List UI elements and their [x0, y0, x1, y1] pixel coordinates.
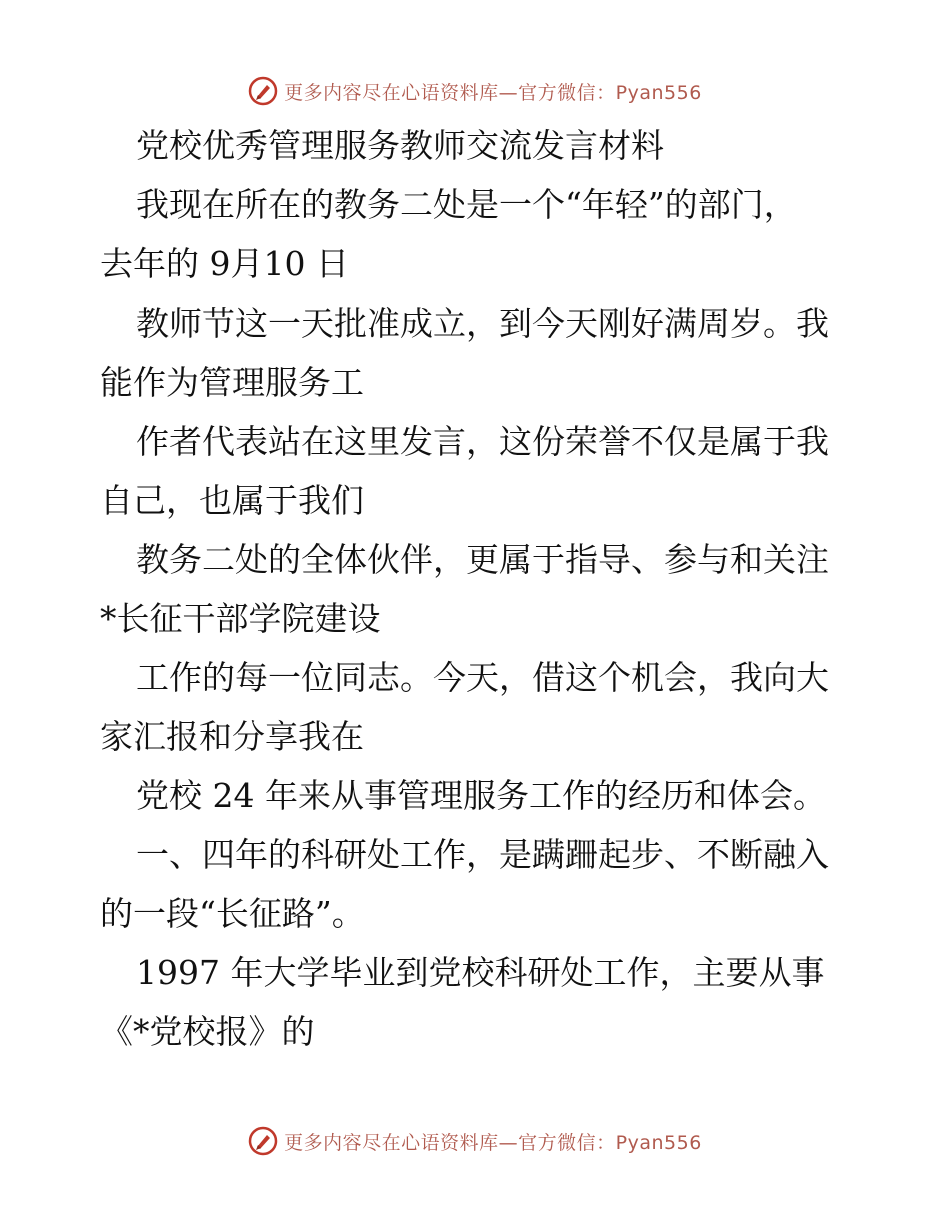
text-line: 作者代表站在这里发言，这份荣誉不仅是属于我: [136, 422, 829, 461]
text-line: 《*党校报》的: [100, 1012, 315, 1051]
text-line: 我现在所在的教务二处是一个“年轻”的部门，: [136, 185, 797, 224]
watermark-header: [0, 71, 950, 111]
section-heading: 一、四年的科研处工作，是蹒跚起步、不断融入: [136, 835, 829, 874]
text-line: 教务二处的全体伙伴，更属于指导、参与和关注: [136, 540, 829, 579]
text-line: 能作为管理服务工: [100, 363, 364, 402]
document-title: 党校优秀管理服务教师交流发言材料: [136, 126, 664, 165]
text-line: 教师节这一天批准成立，到今天刚好满周岁。我: [136, 304, 829, 343]
text-line: 的一段“长征路”。: [100, 894, 365, 933]
watermark-text: 更多内容尽在心语资料库—官方微信：Pyan556: [284, 1131, 702, 1154]
text-line: *长征干部学院建设: [100, 599, 381, 638]
text-line: 家汇报和分享我在: [100, 717, 364, 756]
watermark-footer: [0, 1121, 950, 1161]
text-line: 1997 年大学毕业到党校科研处工作，主要从事: [136, 953, 825, 992]
pen-logo-icon: [248, 76, 278, 106]
text-line: 党校 24 年来从事管理服务工作的经历和体会。: [136, 776, 826, 815]
pen-logo-icon: [248, 1126, 278, 1156]
text-line: 工作的每一位同志。今天，借这个机会，我向大: [136, 658, 829, 697]
text-line: 去年的 9月10 日: [100, 244, 349, 283]
watermark-text: 更多内容尽在心语资料库—官方微信：Pyan556: [284, 81, 702, 104]
text-line: 自己，也属于我们: [100, 481, 364, 520]
